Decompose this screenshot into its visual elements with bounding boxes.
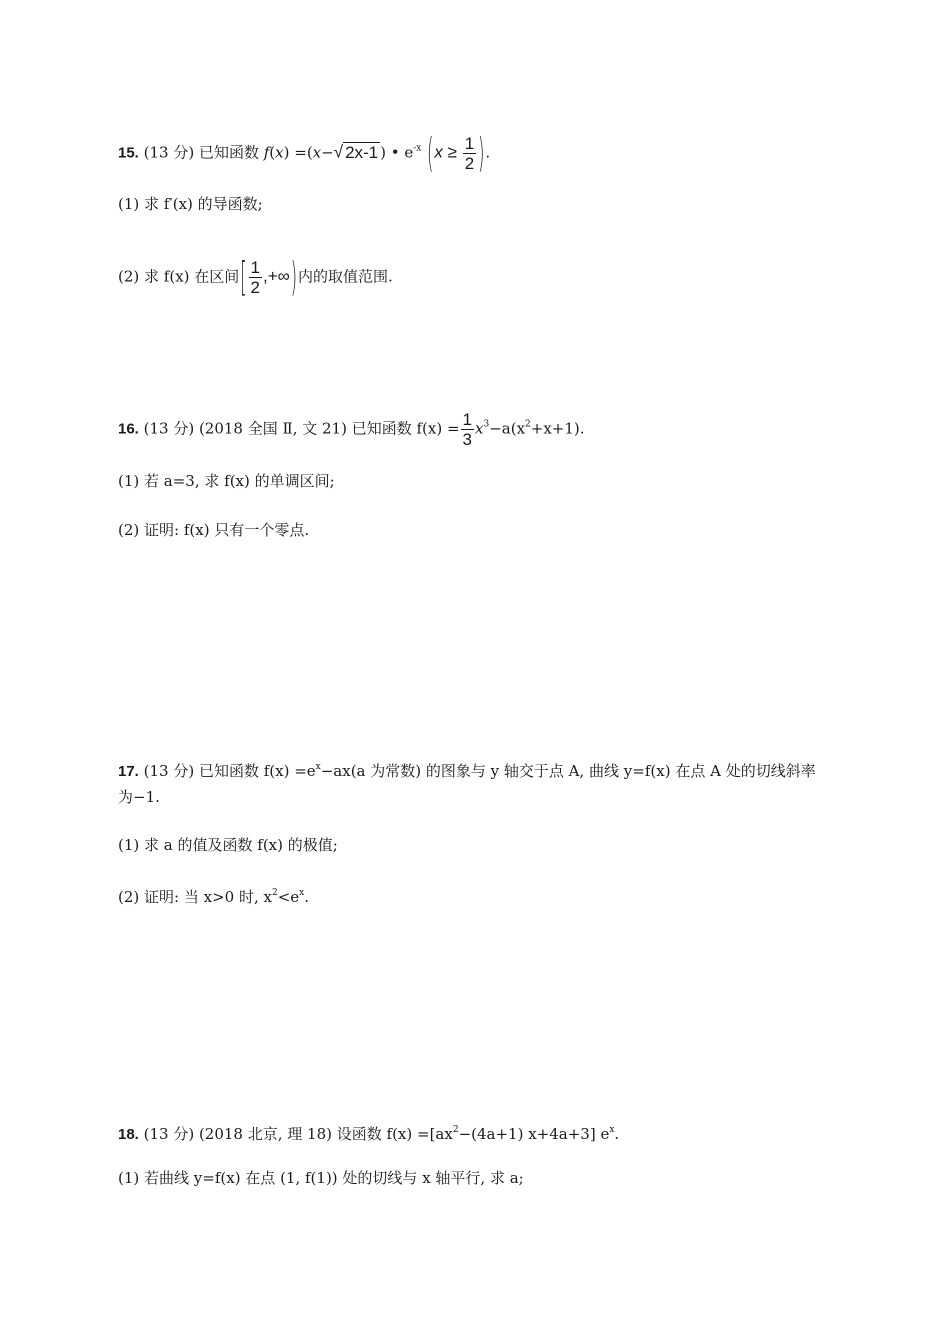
q16-statement: 16. (13 分) (2018 全国 Ⅱ, 文 21) 已知函数 f(x) = $\frac{1}{3}$ $x^3-a(x^2+x+1)$.: [118, 410, 585, 449]
paren-right: ): [478, 128, 485, 176]
paren-right: ): [290, 252, 298, 300]
q17-statement-cont: 为−1.: [118, 788, 160, 806]
q15-number: 15.: [118, 144, 139, 162]
bracket-left: [: [240, 252, 247, 300]
q17-part1: (1) 求 a 的值及函数 f(x) 的极值;: [118, 836, 338, 854]
q17-number: 17.: [118, 763, 139, 780]
q15-statement: 15. (13 分) 已知函数 f(x) =(x−√ 2x-1 ) • $e^{-x}$ (x ≥ $\frac{1}{2}$ ).: [118, 134, 490, 173]
q18-number: 18.: [118, 1126, 139, 1143]
q16-part2: (2) 证明: f(x) 只有一个零点.: [118, 521, 310, 539]
q18-statement: 18. (13 分) (2018 北京, 理 18) 设函数 $f(x) =[ax^2-(4a+1)$ x+4a+3] $e^x$.: [118, 1125, 620, 1143]
q16-part1: (1) 若 a=3, 求 f(x) 的单调区间;: [118, 472, 335, 490]
q15-part2: (2) 求 f(x) 在区间[ $\frac{1}{2}$ ,+∞)内的取值范围.: [118, 258, 393, 297]
q15-interval-fraction: $\frac{1}{2}$: [250, 258, 260, 297]
q18-part1: (1) 若曲线 y=f(x) 在点 (1, f(1)) 处的切线与 x 轴平行, 求 a;: [118, 1169, 524, 1187]
q15-part1: (1) 求 f′(x) 的导函数;: [118, 195, 263, 213]
paren-left: (: [427, 128, 434, 176]
q15-fraction: $\frac{1}{2}$: [464, 134, 475, 173]
q17-part2: (2) 证明: 当 x>0 时, $x^2<e^x$.: [118, 888, 309, 906]
q17-statement: 17. (13 分) 已知函数 $f(x) =e^x-ax(a$ 为常数) 的图象与 y 轴交于点 A, 曲线 y=f(x) 在点 A 处的切线斜率: [118, 762, 816, 780]
q16-fraction: $\frac{1}{3}$: [462, 410, 473, 449]
sqrt-sign: √: [333, 142, 344, 162]
q15-radicand: 2x-1: [345, 142, 379, 162]
q15-head: (13 分) 已知函数: [138, 143, 264, 162]
q16-number: 16.: [118, 420, 139, 438]
